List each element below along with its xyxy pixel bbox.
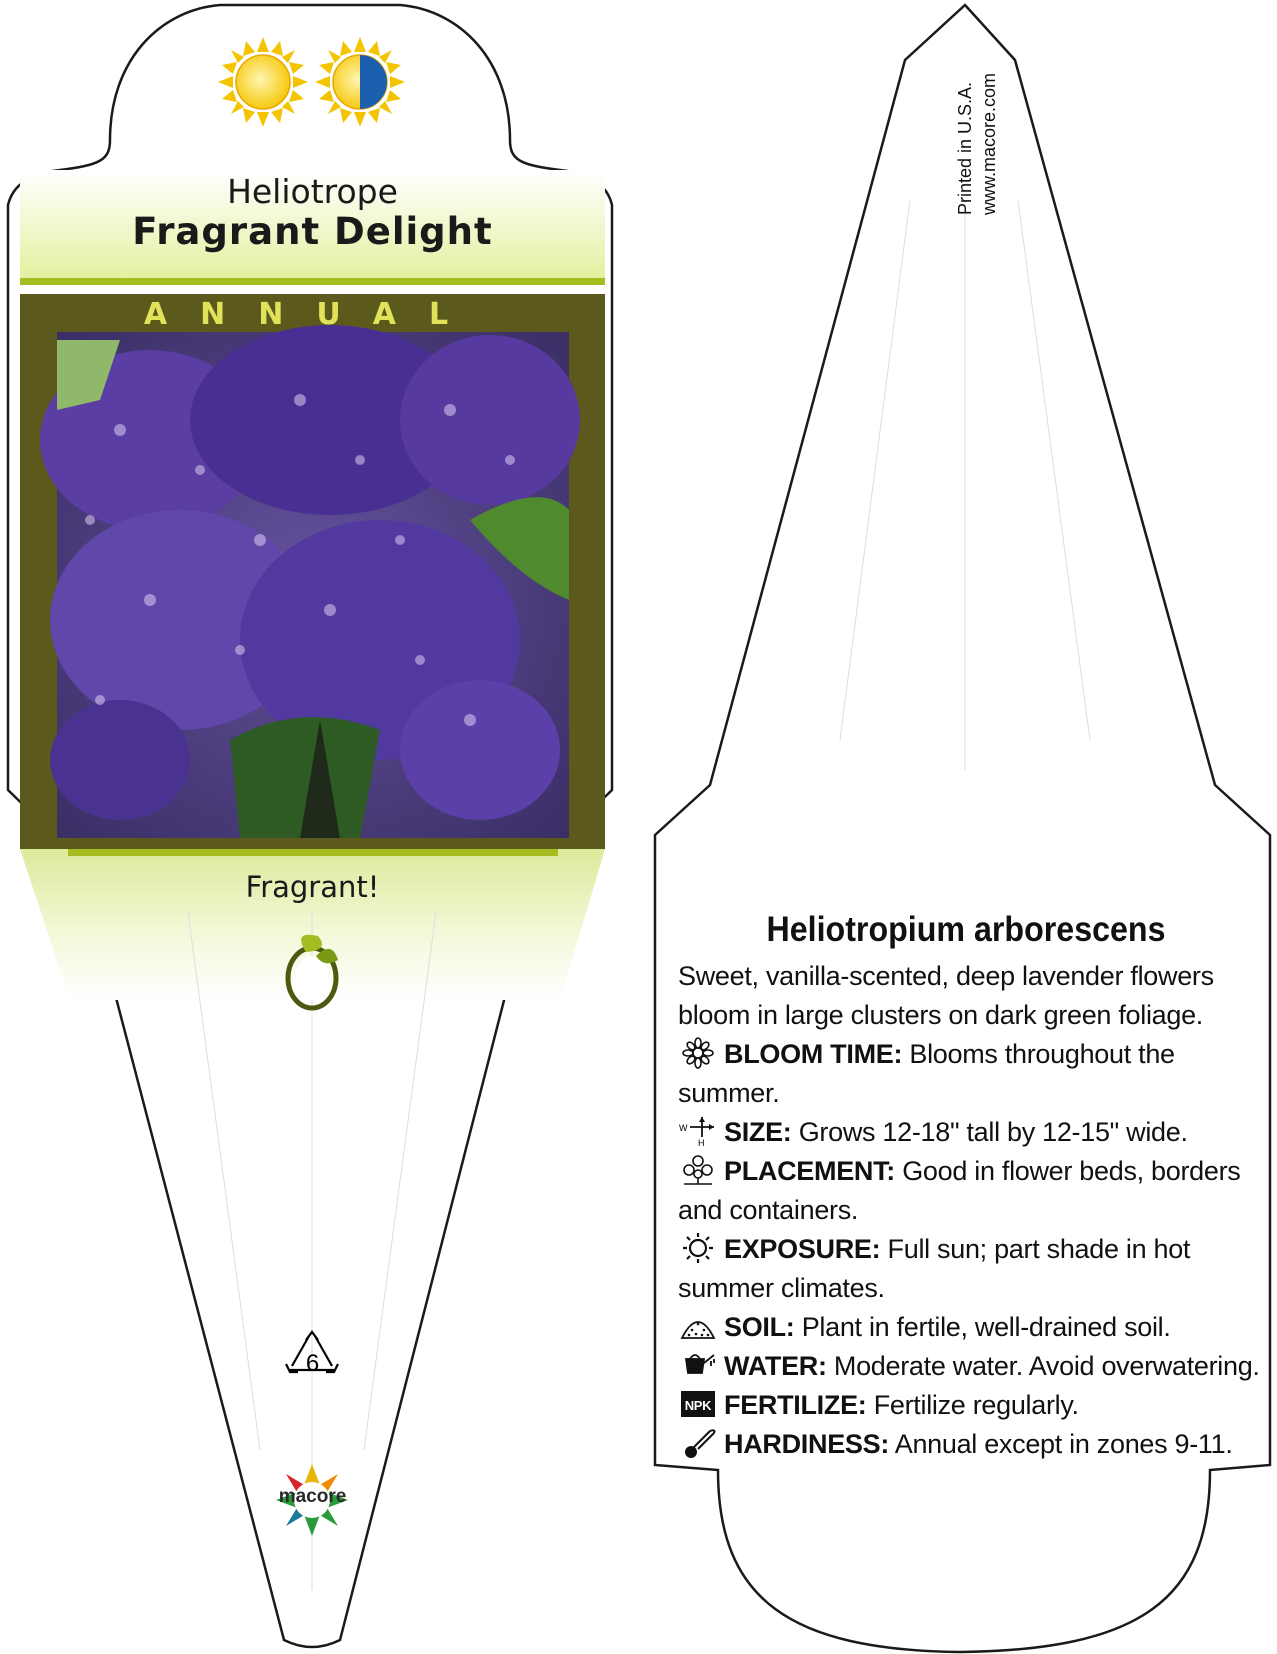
care-row-size (678, 1113, 1262, 1152)
care-label: FERTILIZE: (724, 1390, 867, 1420)
recycle-code: 6 (305, 1350, 320, 1377)
plant-category: ANNUAL (143, 297, 482, 332)
part-sun-icon (315, 37, 405, 127)
size-icon (678, 1115, 718, 1147)
care-row-bloom (678, 1035, 1262, 1113)
care-text: Annual except in zones 9-11. (894, 1429, 1233, 1459)
plant-tagline: Fragrant! (245, 870, 380, 904)
care-info (678, 957, 1262, 1464)
full-sun-icon (218, 37, 308, 127)
watering-can-icon (678, 1349, 718, 1381)
care-label: BLOOM TIME: (724, 1039, 903, 1069)
care-row-soil (678, 1308, 1262, 1347)
care-text: Grows 12-18" tall by 12-15" wide. (798, 1117, 1188, 1147)
soil-icon (678, 1310, 718, 1342)
botanical-name: Heliotropium arborescens (766, 910, 1166, 949)
title-band-stripe (20, 278, 605, 285)
care-text: Fertilize regularly. (873, 1390, 1079, 1420)
care-label: EXPOSURE: (724, 1234, 881, 1264)
plant-common-name: Heliotrope (227, 172, 398, 211)
plant-variety-name: Fragrant Delight (132, 210, 493, 253)
care-label: WATER: (724, 1351, 827, 1381)
care-text: Good in flower beds, borders and containers. (678, 1156, 1241, 1225)
care-label: HARDINESS: (724, 1429, 890, 1459)
care-text: Blooms throughout the summer. (678, 1039, 1175, 1108)
care-label: SIZE: (724, 1117, 792, 1147)
size-icon-w: W (679, 1123, 688, 1133)
brand-name: macore (278, 1486, 347, 1507)
sun-icon (678, 1232, 718, 1264)
npk-icon-text: NPK (684, 1398, 712, 1413)
printed-origin: Printed in U.S.A. (955, 81, 975, 215)
care-row-placement (678, 1152, 1262, 1230)
care-row-hardiness (678, 1425, 1262, 1464)
plant-description: Sweet, vanilla-scented, deep lavender flowers bloom in large clusters on dark green foliage. (678, 961, 1214, 1030)
care-label: PLACEMENT: (724, 1156, 895, 1186)
printed-credit (955, 55, 1003, 215)
care-row-water (678, 1347, 1262, 1386)
npk-icon (678, 1388, 718, 1420)
care-text: Full sun; part shade in hot summer climates. (678, 1234, 1191, 1303)
care-row-exposure (678, 1230, 1262, 1308)
care-text: Plant in fertile, well-drained soil. (801, 1312, 1171, 1342)
size-icon-h: H (698, 1138, 705, 1147)
tagline-band-stripe (68, 849, 558, 856)
placement-icon (678, 1154, 718, 1186)
printed-website: www.macore.com (979, 72, 999, 215)
care-text: Moderate water. Avoid overwatering. (833, 1351, 1260, 1381)
care-row-fertilize (678, 1386, 1262, 1425)
care-label: SOIL: (724, 1312, 795, 1342)
flower-photo (40, 325, 580, 838)
thermometer-icon (678, 1427, 718, 1459)
flower-icon (678, 1037, 718, 1069)
